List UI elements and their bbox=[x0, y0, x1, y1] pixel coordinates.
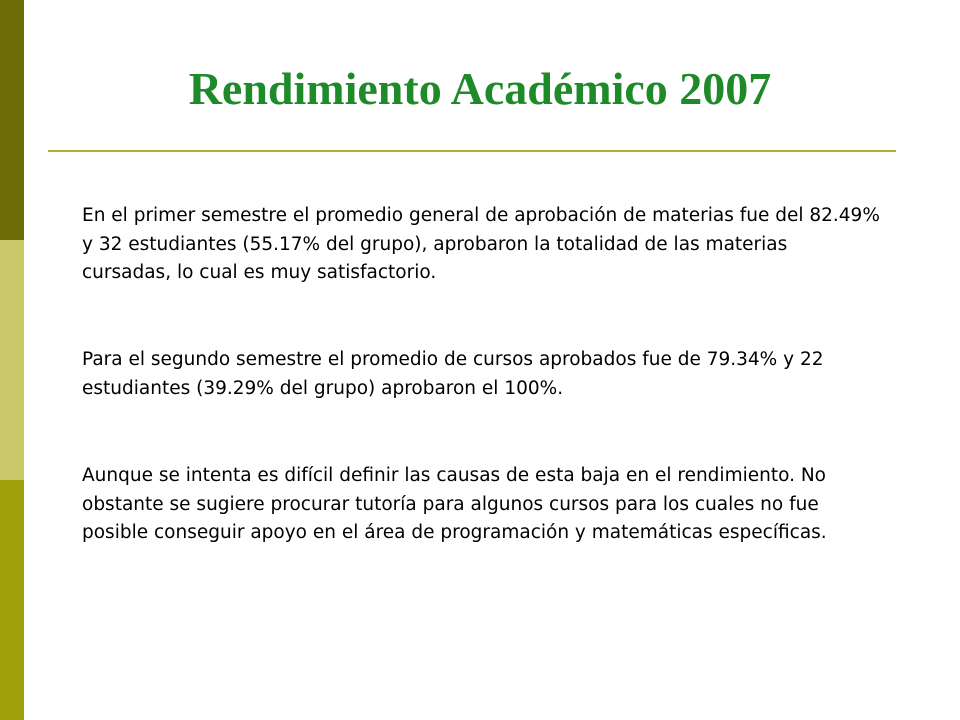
title-divider bbox=[48, 150, 896, 152]
slide-title: Rendimiento Académico 2007 bbox=[188, 62, 772, 114]
side-band-bottom bbox=[0, 480, 24, 720]
paragraph-second-semester: Para el segundo semestre el promedio de cursos aprobados fue de 79.34% y 22 estudiantes (39.29% del grupo) aprobaron el 100%. bbox=[82, 349, 824, 399]
side-band-top bbox=[0, 0, 24, 240]
paragraph-conclusion: Aunque se intenta es difícil definir las causas de esta baja en el rendimiento. No obstante se sugiere procurar tutoría para algunos cursos para los cuales no fue posible conseguir apoyo en el área de programación y matemáticas específicas. bbox=[82, 465, 827, 543]
side-band-middle bbox=[0, 240, 24, 480]
paragraph-first-semester: En el primer semestre el promedio general de aprobación de materias fue del 82.49% y 32 estudiantes (55.17% del grupo), aprobaron la totalidad de las materias cursadas, lo cual es muy satisfactorio. bbox=[82, 205, 880, 283]
